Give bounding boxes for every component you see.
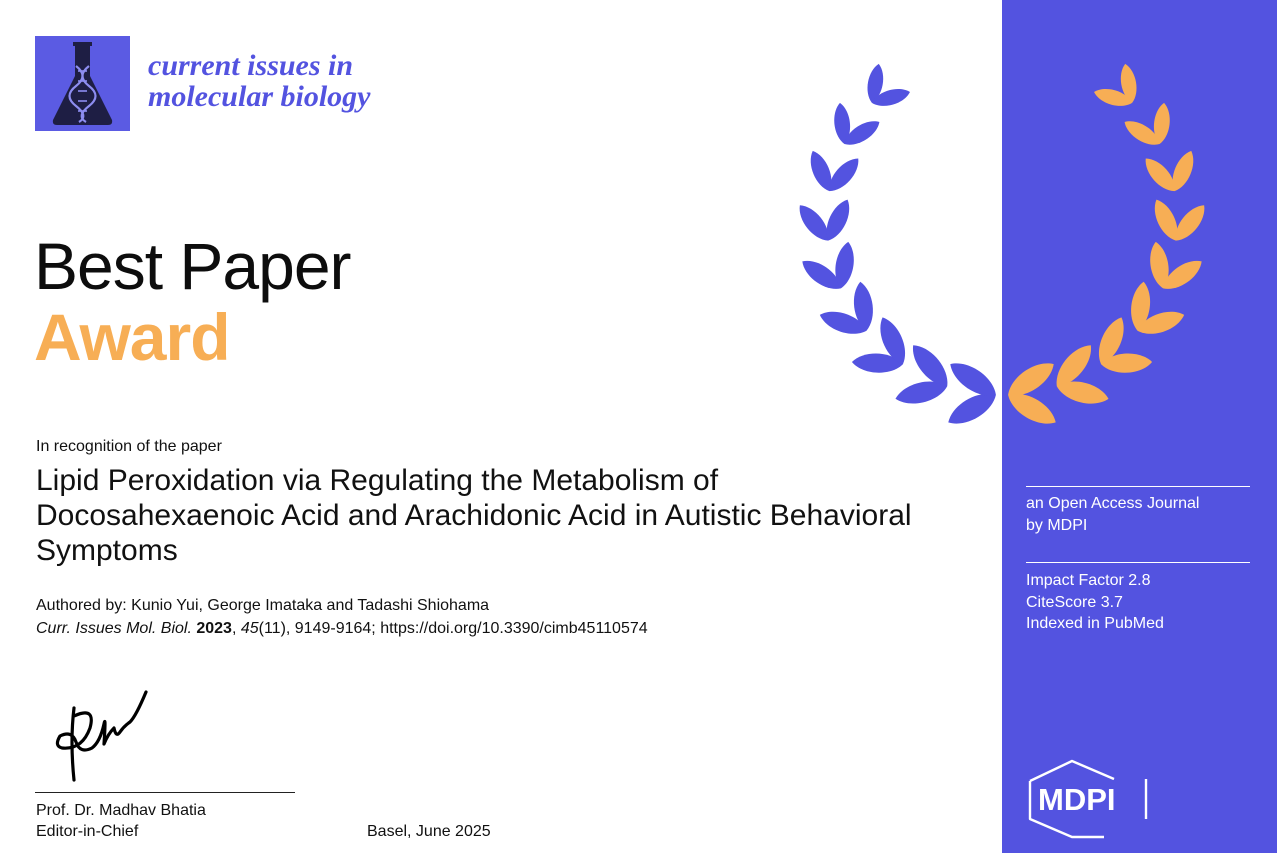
flask-dna-icon xyxy=(35,36,130,131)
citation-pages-doi: , 9149-9164; https://doi.org/10.3390/cimb45110574 xyxy=(285,620,648,637)
mdpi-logo-text: MDPI xyxy=(1038,782,1116,817)
editor-role: Editor-in-Chief xyxy=(36,823,139,840)
award-title: Best Paper xyxy=(34,229,351,303)
citation-year: 2023 xyxy=(196,620,232,637)
paper-citation: Curr. Issues Mol. Biol. 2023, 45(11), 9149-9164; https://doi.org/10.3390/cimb45110574 xyxy=(36,620,648,637)
paper-title: Lipid Peroxidation via Regulating the Metabolism of Docosahexaenoic Acid and Arachidonic Acid in Autistic Behavioral Symptoms xyxy=(36,464,912,567)
citation-journal: Curr. Issues Mol. Biol. xyxy=(36,620,192,637)
citation-issue: (11) xyxy=(258,620,286,637)
open-access-line1: an Open Access Journal xyxy=(1026,495,1200,512)
award-subtitle: Award xyxy=(34,300,230,374)
place-date: Basel, June 2025 xyxy=(367,823,491,840)
journal-name-line2: molecular biology xyxy=(148,80,371,113)
journal-name-line1: current issues in xyxy=(148,49,354,82)
paper-authors: Authored by: Kunio Yui, George Imataka and Tadashi Shiohama xyxy=(36,597,490,614)
impact-factor: Impact Factor 2.8 xyxy=(1026,572,1151,589)
sidebar-divider-bottom xyxy=(1026,562,1250,563)
recognition-intro: In recognition of the paper xyxy=(36,438,222,455)
indexing: Indexed in PubMed xyxy=(1026,615,1164,632)
citescore: CiteScore 3.7 xyxy=(1026,594,1123,611)
open-access-line2: by MDPI xyxy=(1026,517,1088,534)
mdpi-logo xyxy=(1026,757,1150,839)
signature xyxy=(50,686,170,786)
journal-name xyxy=(148,50,370,112)
laurel-wreath-icon xyxy=(790,30,1230,480)
citation-volume: 45 xyxy=(240,620,259,637)
signature-line xyxy=(35,792,295,793)
laurel-right-branch xyxy=(1002,63,1210,432)
editor-name: Prof. Dr. Madhav Bhatia xyxy=(36,802,206,819)
laurel-left-branch xyxy=(793,63,1001,432)
sidebar-divider-top xyxy=(1026,486,1250,487)
